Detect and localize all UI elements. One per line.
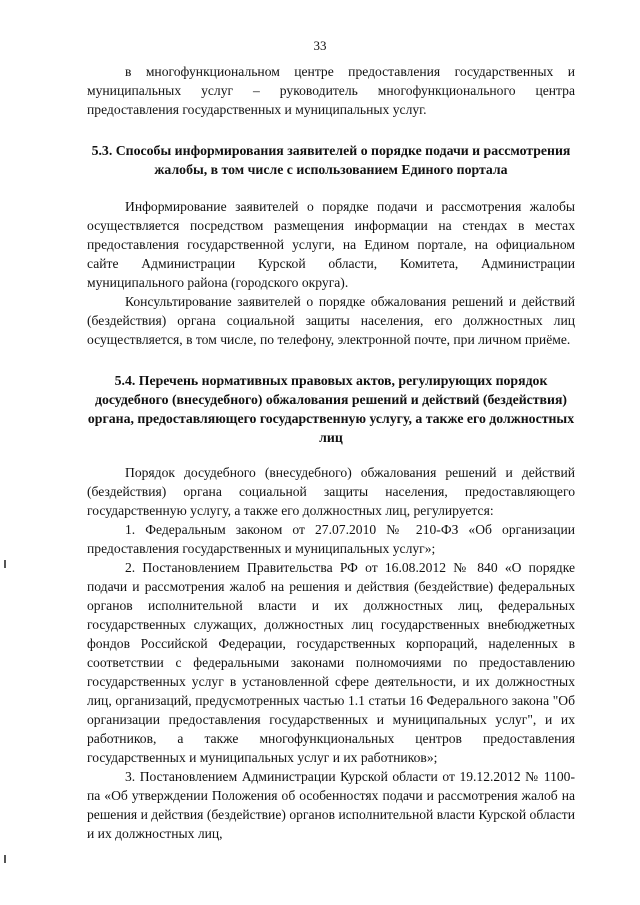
section-5-4-intro: Порядок досудебного (внесудебного) обжалования решений и действий (бездействия) органа социальной защиты населения, предоставляющего государственную услугу, а также его должностных лиц, регулируется: [87, 465, 575, 518]
section-5-3-paragraph-2: Консультирование заявителей о порядке обжалования решений и действий (бездействия) органа социальной защиты населения, его должностных лиц осуществляется, в том числе, по телефону, электронной почте, при личном приёме. [87, 294, 575, 347]
section-5-3-heading: 5.3. Способы информирования заявителей о порядке подачи и рассмотрения жалобы, в том числе с использованием Единого портала [91, 143, 571, 177]
section-5-4-heading: 5.4. Перечень нормативных правовых актов, регулирующих порядок досудебного (внесудебного) обжалования решений и действий (бездействия) органа, предоставляющего государственную услугу, а также его должностных лиц [87, 373, 575, 445]
section-5-3-paragraph-1: Информирование заявителей о порядке подачи и рассмотрения жалобы осуществляется посредством размещения информации на стендах в местах предоставления государственной услуги, на Едином портале, на официальном сайте Администрации Курской области, Комитета, Администрации муниципального района (городского округа). [87, 199, 575, 290]
intro-paragraph: в многофункциональном центре предоставления государственных и муниципальных услуг – руководитель многофункционального центра предоставления государственных и муниципальных услуг. [87, 64, 575, 117]
legal-act-item: 2. Постановлением Правительства РФ от 16.08.2012 № 840 «О порядке подачи и рассмотрения жалоб на решения и действия (бездействие) федеральных органов исполнительной власти и их должностных лиц, федеральных государственных служащих, должностных лиц государственных внебюджетных фондов Российской Федерации, государственных корпораций, наделенных в соответствии с федеральными законами полномочиями по предоставлению государственных услуг в установленной сфере деятельности, и их должностных лиц, организаций, предусмотренных частью 1.1 статьи 16 Федерального закона "Об организации предоставления государственных и муниципальных услуг", и их работников, а также многофункциональных центров предоставления государственных и муниципальных услуг и их работников»; [87, 560, 575, 765]
scan-edge-mark [4, 855, 6, 863]
legal-act-item: 3. Постановлением Администрации Курской области от 19.12.2012 № 1100-па «Об утверждении Положения об особенностях подачи и рассмотрения жалоб на решения и действия (бездействие) органов исполнительной власти Курской области и их должностных лиц, [87, 769, 575, 841]
page-number: 33 [313, 38, 327, 53]
scan-edge-mark [4, 560, 6, 568]
legal-act-item: 1. Федеральным законом от 27.07.2010 № 210-ФЗ «Об организации предоставления государственных и муниципальных услуг»; [87, 522, 575, 556]
document-body [87, 62, 575, 843]
